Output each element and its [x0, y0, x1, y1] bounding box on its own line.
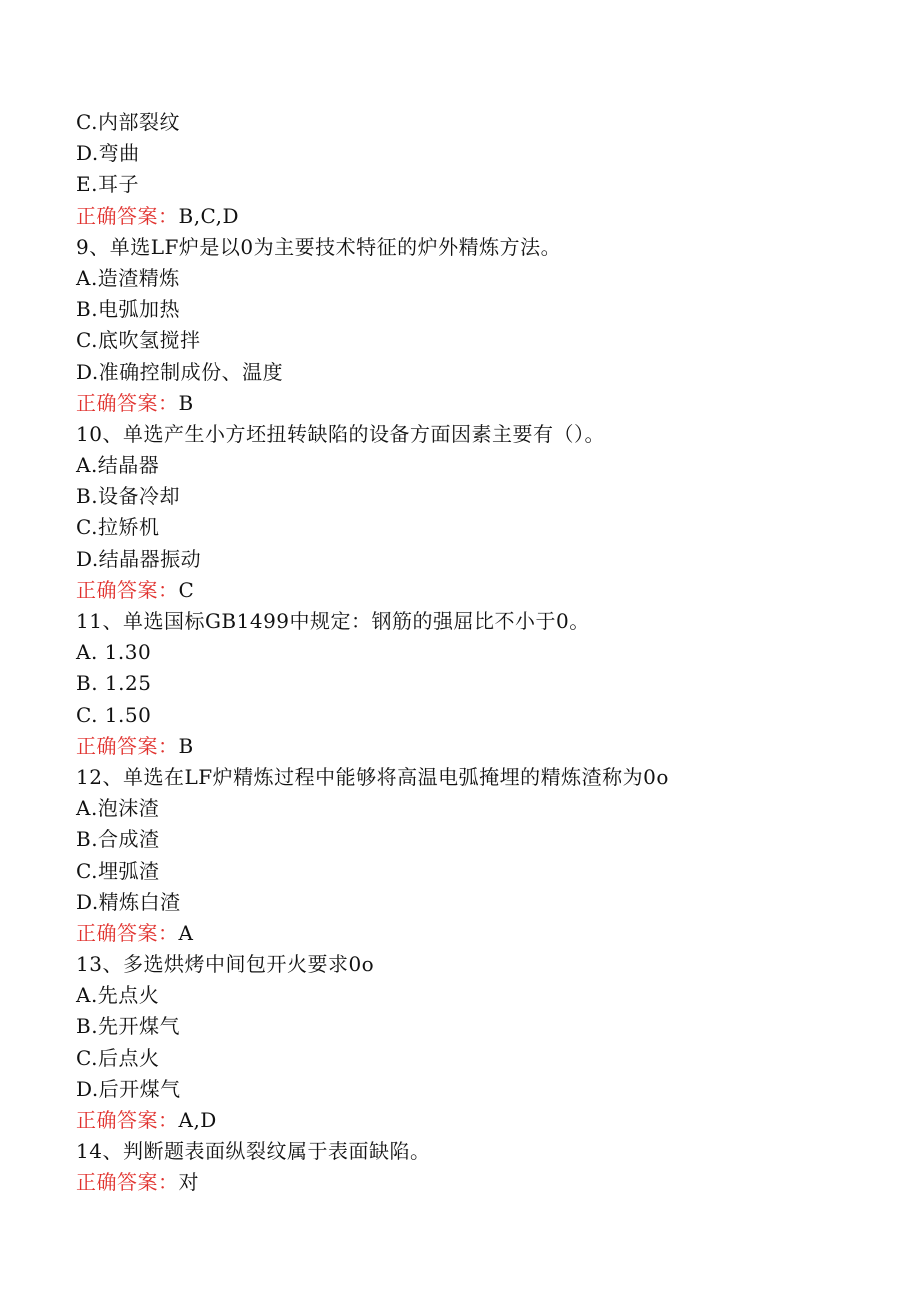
answer-value: B,C,D [178, 203, 240, 228]
answer-label: 正确答案： [76, 203, 179, 228]
answer-line [76, 575, 876, 606]
option-line: C.内部裂纹 [76, 110, 180, 134]
answer-value: A [178, 920, 194, 945]
answer-value: A,D [178, 1108, 217, 1132]
answer-line [76, 918, 876, 949]
option-line: D.弯曲 [76, 141, 140, 166]
answer-value: B [178, 733, 194, 758]
option-line: A.泡沫渣 [76, 796, 160, 821]
option-line: C.后点火 [76, 1045, 160, 1070]
option-line: B.电弧加热 [76, 297, 181, 322]
document-page [76, 107, 876, 1199]
answer-line [76, 1105, 876, 1136]
question-line: 14、判断题表面纵裂纹属于表面缺陷。 [76, 1139, 431, 1164]
option-line: B.合成渣 [76, 827, 160, 852]
answer-line [76, 201, 876, 232]
option-line: C.拉矫机 [76, 515, 160, 540]
option-line: A.结晶器 [76, 453, 160, 478]
answer-label: 正确答案： [76, 733, 179, 758]
question-line: 9、单选LF炉是以0为主要技术特征的炉外精炼方法。 [76, 234, 562, 259]
answer-label: 正确答案： [76, 1170, 179, 1195]
option-line: C.底吹氢搅拌 [76, 328, 201, 353]
question-line: 12、单选在LF炉精炼过程中能够将高温电弧掩埋的精炼渣称为0o [76, 764, 669, 789]
option-line: D.精炼白渣 [76, 889, 181, 914]
option-line: C. 1.50 [76, 702, 152, 727]
option-line: D.准确控制成份、温度 [76, 359, 284, 384]
answer-label: 正确答案： [76, 920, 179, 945]
option-line: E.耳子 [76, 172, 139, 197]
option-line: B.先开煤气 [76, 1014, 181, 1039]
answer-label: 正确答案： [76, 390, 179, 415]
option-line: C.埋弧渣 [76, 858, 160, 883]
option-line: A.造渣精炼 [76, 265, 180, 290]
option-line: D.结晶器振动 [76, 546, 202, 571]
answer-line [76, 1167, 876, 1198]
answer-line [76, 388, 876, 419]
option-line: D.后开煤气 [76, 1076, 181, 1101]
question-line: 10、单选产生小方坯扭转缺陷的设备方面因素主要有（）。 [76, 421, 605, 446]
option-line: B. 1.25 [76, 671, 152, 696]
question-line: 13、多选烘烤中间包开火要求0o [76, 952, 375, 977]
answer-label: 正确答案： [76, 577, 179, 602]
option-line: B.设备冷却 [76, 484, 181, 509]
answer-value: 对 [178, 1170, 199, 1195]
answer-value: B [178, 390, 194, 415]
question-line: 11、单选国标GB1499中规定：钢筋的强屈比不小于0。 [76, 609, 590, 633]
answer-value: C [178, 577, 195, 602]
answer-line [76, 731, 876, 762]
answer-label: 正确答案： [76, 1108, 179, 1132]
option-line: A. 1.30 [76, 640, 152, 665]
option-line: A.先点火 [76, 983, 160, 1008]
